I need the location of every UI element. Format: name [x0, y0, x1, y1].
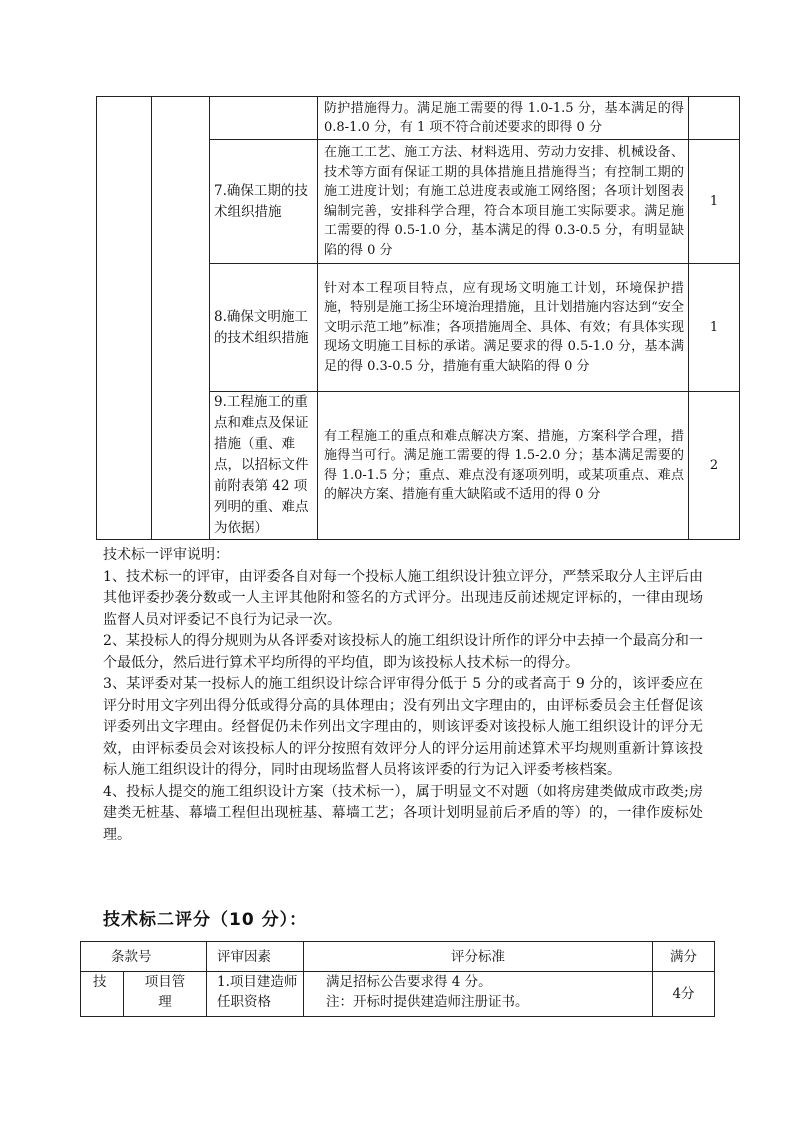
score-cell: [689, 97, 740, 140]
table-row: [97, 97, 740, 140]
table-row: [81, 972, 715, 1017]
score-cell: 1: [689, 140, 740, 264]
note-item: 2、某投标人的得分规则为从各评委对该投标人的施工组织设计所作的评分中去掉一个最高分和一个最低分，然后进行算术平均所得的平均值，即为该投标人技术标一的得分。: [103, 633, 703, 671]
clause-cell: 技: [81, 972, 124, 1017]
criteria-cell: 针对本工程项目特点，应有现场文明施工计划，环境保护措施，特别是施工扬尘环境治理措施，且计划措施内容达到“安全文明示范工地”标准；各项措施周全、具体、有效；有具体实现现场文明施工目标的承诺。满足要求的得 0.5-1.0 分，基本满足的得 0.3-0.5 分，措施有重大缺陷的得 0 分: [318, 264, 689, 392]
note-item: 1、技术标一的评审，由评委各自对每一个投标人施工组织设计独立评分，严禁采取分人主评后由其他评委抄袭分数或一人主评其他附和签名的方式评分。出现违反前述规定评标的，一律由现场监督人员对评委记不良行为记录一次。: [103, 568, 703, 628]
blank-cell: [152, 97, 210, 540]
criteria-cell: 在施工工艺、施工方法、材料选用、劳动力安排、机械设备、技术等方面有保证工期的具体措施且措施得当；有控制工期的施工进度计划；有施工总进度表或施工网络图；各项计划图表编制完善，安排科学合理，符合本项目施工实际要求。满足施工需要的得 0.5-1.0 分，基本满足的得 0.3-0.5 分，有明显缺陷的得 0 分: [318, 140, 689, 264]
note-item: 3、某评委对某一投标人的施工组织设计综合评审得分低于 5 分的或者高于 9 分的，该评委应在评分时用文字列出得分低或得分高的具体理由；没有列出文字理由的，由评标委员会主任督促该评委列出文字理由。经督促仍未作列出文字理由的，则该评委对该投标人施工组织设计的评分无效，由评标委员会对该投标人的评分按照有效评分人的评分运用前述算术平均规则重新计算该投标人施工组织设计的得分，同时由现场监督人员将该评委的行为记入评委考核档案。: [103, 676, 703, 778]
criteria-cell: 防护措施得力。满足施工需要的得 1.0-1.5 分，基本满足的得 0.8-1.0 分，有 1 项不符合前述要求的即得 0 分: [318, 97, 689, 140]
section-heading: 技术标二评分（10 分）：: [103, 910, 308, 930]
item-cell: [210, 97, 318, 140]
full-score-cell: 4分: [653, 972, 715, 1017]
score-cell: 1: [689, 264, 740, 392]
standard-line: 满足招标公告要求得 4 分。: [326, 974, 492, 990]
review-notes: [103, 545, 703, 846]
item-cell: 9.工程施工的重点和难点及保证措施（重、难点，以招标文件前附表第 42 项列明的重、难点为依据）: [210, 392, 318, 540]
factor-cell: 1.项目建造师任职资格: [207, 972, 304, 1017]
standard-cell: [304, 972, 653, 1017]
clause-header: 条款号: [81, 942, 207, 972]
scoring-table-1: [96, 96, 740, 540]
header-row: [81, 942, 715, 972]
item-cell: 7.确保工期的技术组织措施: [210, 140, 318, 264]
factor-header: 评审因素: [207, 942, 304, 972]
item-cell: 8.确保文明施工的技术组织措施: [210, 264, 318, 392]
blank-cell: [97, 97, 152, 540]
note-item: 4、投标人提交的施工组织设计方案（技术标一），属于明显文不对题（如将房建类做成市政类;房建类无桩基、幕墙工程但出现桩基、幕墙工艺；各项计划明显前后矛盾的等）的，一律作废标处理。: [103, 783, 703, 843]
standard-line: 注：开标时提供建造师注册证书。: [326, 994, 529, 1010]
full-score-header: 满分: [653, 942, 715, 972]
category-cell: 项目管理: [124, 972, 207, 1017]
scoring-table-2: [80, 941, 715, 1017]
criteria-cell: 有工程施工的重点和难点解决方案、措施，方案科学合理，措施得当可行。满足施工需要的得 1.5-2.0 分；基本满足需要的得 1.0-1.5 分；重点、难点没有逐项列明，或某项重点、难点的解决方案、措施有重大缺陷或不适用的得 0 分: [318, 392, 689, 540]
standard-header: 评分标准: [304, 942, 653, 972]
score-cell: 2: [689, 392, 740, 540]
notes-title: 技术标一评审说明：: [103, 547, 229, 563]
